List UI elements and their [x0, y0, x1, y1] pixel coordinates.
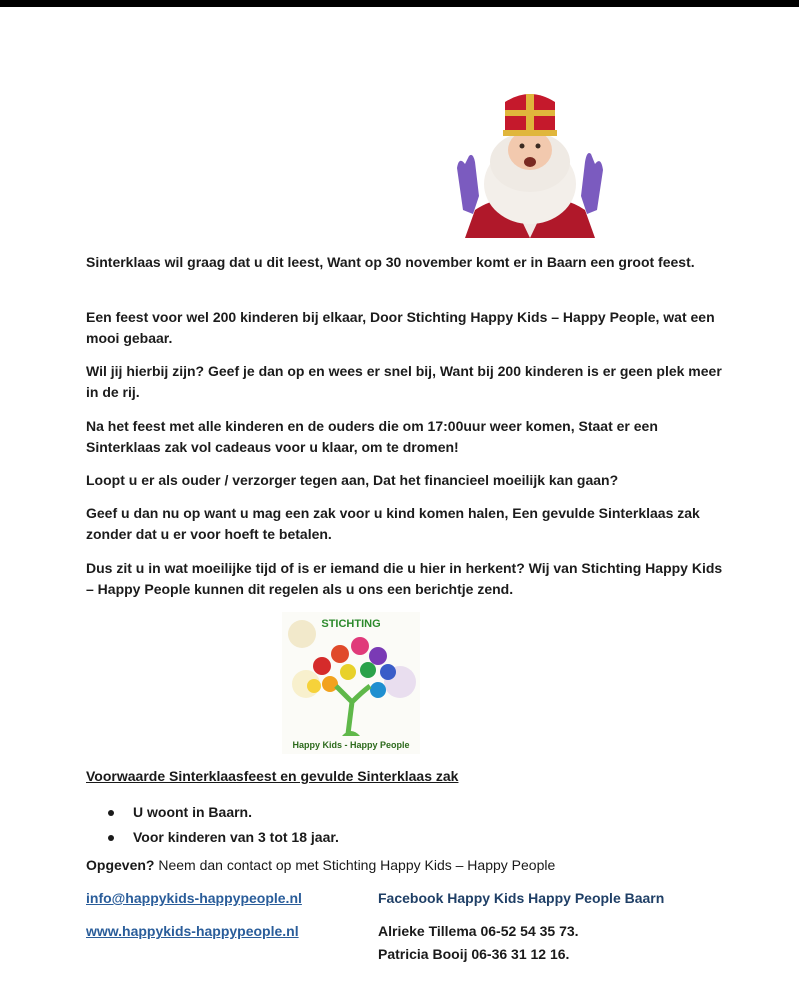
top-bar [0, 0, 799, 7]
contact-person-1: Alrieke Tillema 06-52 54 35 73. [378, 923, 579, 939]
facebook-text: Facebook Happy Kids Happy People Baarn [378, 890, 665, 906]
website-link[interactable]: www.happykids-happypeople.nl [86, 923, 299, 939]
logo-top-text: STICHTING [321, 618, 381, 630]
list-item [104, 825, 339, 850]
list-item [104, 800, 339, 825]
email-link[interactable]: info@happykids-happypeople.nl [86, 890, 302, 906]
paragraph-cadeaus: Na het feest met alle kinderen en de ouders die om 17:00uur weer komen, Staat er een Sinterklaas zak vol cadeaus voor u klaar, om te dromen! [86, 418, 658, 455]
conditions-list [104, 800, 339, 850]
logo-bottom-text: Happy Kids - Happy People [292, 740, 410, 750]
condition-text: U woont in Baarn. [133, 804, 252, 820]
sinterklaas-illustration [455, 92, 605, 238]
conditions-heading: Voorwaarde Sinterklaasfeest en gevulde Sinterklaas zak [86, 768, 459, 784]
signup-text: Neem dan contact op met Stichting Happy Kids – Happy People [154, 857, 556, 873]
condition-text: Voor kinderen van 3 tot 18 jaar. [133, 829, 339, 845]
signup-label: Opgeven? [86, 857, 155, 873]
paragraph-feest: Een feest voor wel 200 kinderen bij elkaar, Door Stichting Happy Kids – Happy People, wat een mooi gebaar. [86, 309, 715, 346]
signup-line [86, 857, 555, 873]
bullet-icon [108, 835, 114, 841]
bullet-icon [108, 810, 114, 816]
paragraph-zak: Geef u dan nu op want u mag een zak voor u kind komen halen, Een gevulde Sinterklaas zak zonder dat u er voor hoeft te betalen. [86, 505, 700, 542]
stichting-logo [282, 612, 420, 754]
paragraph-financieel: Loopt u er als ouder / verzorger tegen aan, Dat het financieel moeilijk kan gaan? [86, 472, 619, 488]
paragraph-aanmelden: Wil jij hierbij zijn? Geef je dan op en wees er snel bij, Want bij 200 kinderen is er geen plek meer in de rij. [86, 363, 722, 400]
contact-person-2: Patricia Booij 06-36 31 12 16. [378, 946, 570, 962]
paragraph-contact: Dus zit u in wat moeilijke tijd of is er iemand die u hier in herkent? Wij van Stichting Happy Kids – Happy People kunnen dit regelen als u ons een berichtje zend. [86, 560, 723, 597]
paragraph-intro: Sinterklaas wil graag dat u dit leest, Want op 30 november komt er in Baarn een groot feest. [86, 254, 695, 270]
